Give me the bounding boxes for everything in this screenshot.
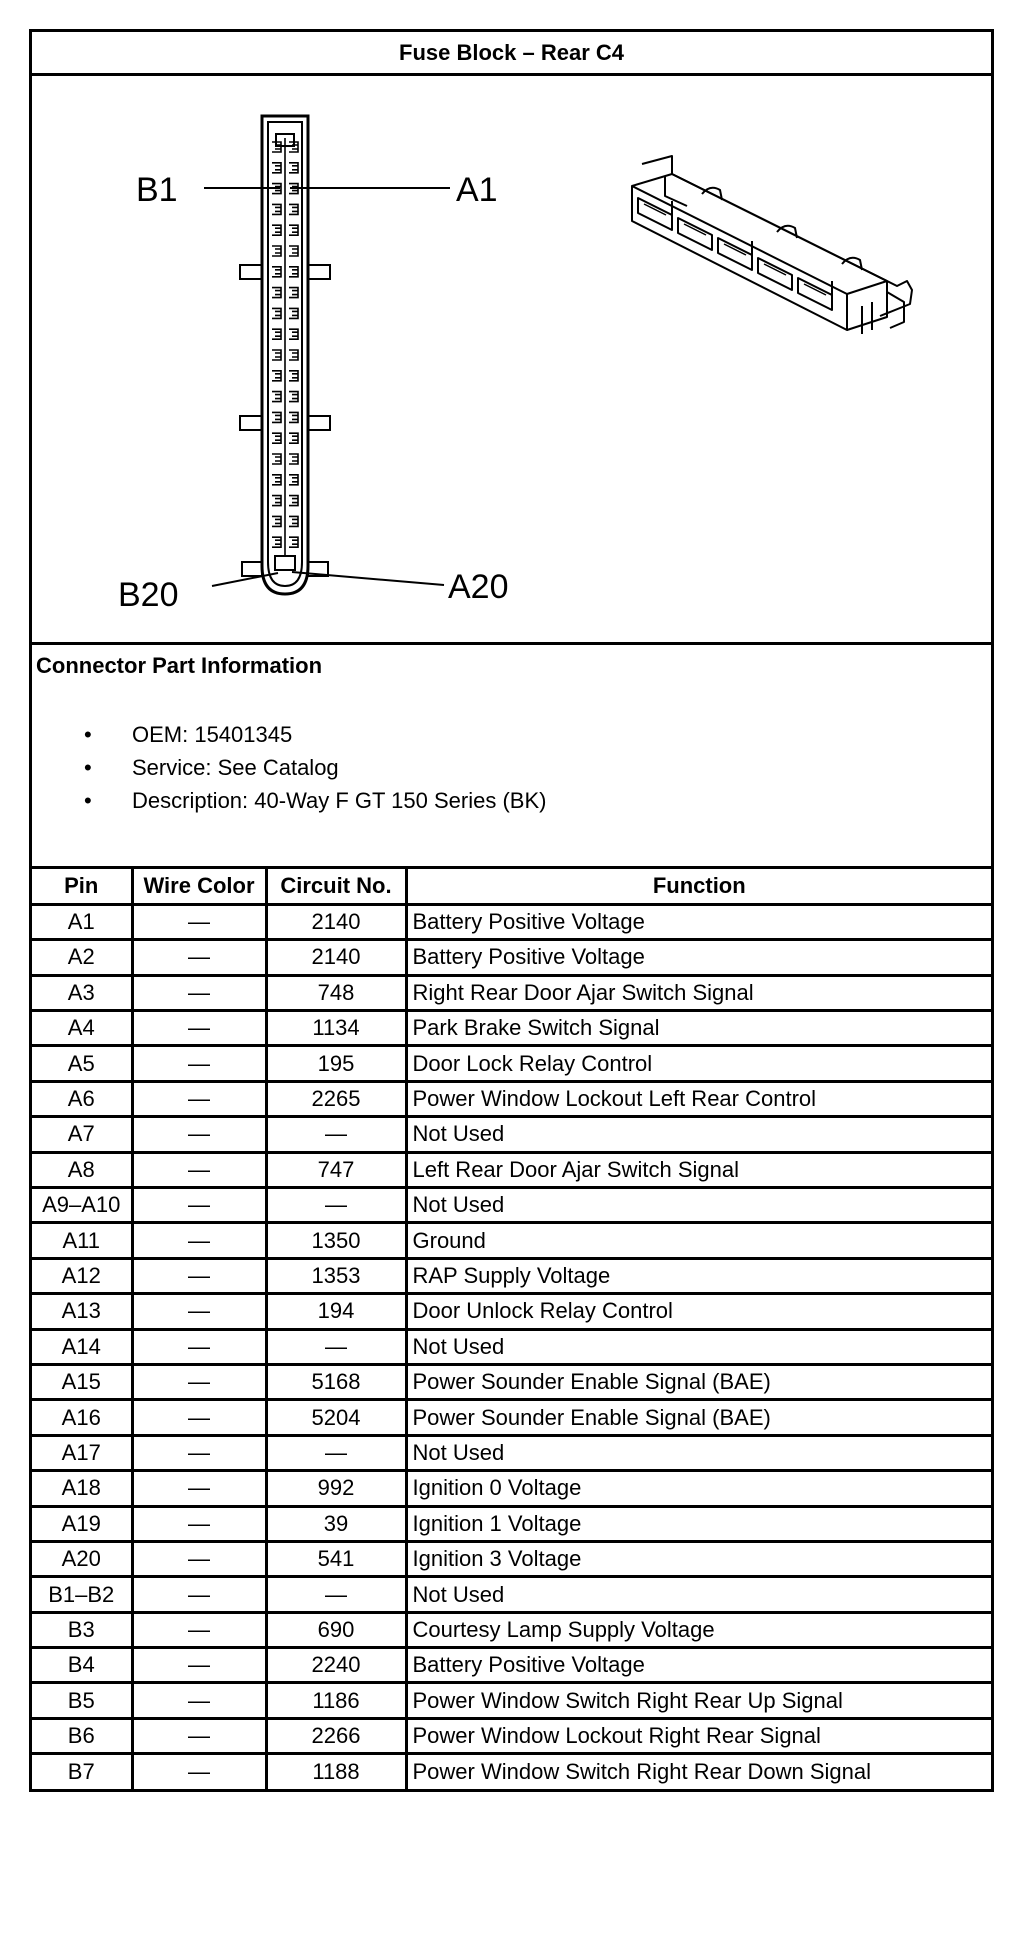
header-pin: Pin	[32, 869, 132, 904]
table-row	[32, 1011, 991, 1046]
function-cell: Not Used	[406, 1188, 991, 1223]
pin-cell: A14	[32, 1329, 132, 1364]
pin-cell: A9–A10	[32, 1188, 132, 1223]
circuit-cell: 2240	[266, 1648, 406, 1683]
pin-cell: B5	[32, 1683, 132, 1718]
pinout-table	[32, 869, 991, 1789]
header-circuit-no: Circuit No.	[266, 869, 406, 904]
pin-cell: A18	[32, 1471, 132, 1506]
circuit-cell: —	[266, 1577, 406, 1612]
circuit-cell: 1188	[266, 1754, 406, 1789]
wire-color-cell: —	[132, 904, 266, 939]
circuit-cell: —	[266, 1117, 406, 1152]
function-cell: Right Rear Door Ajar Switch Signal	[406, 975, 991, 1010]
wire-color-cell: —	[132, 1754, 266, 1789]
wire-color-cell: —	[132, 1577, 266, 1612]
connector-isometric-view	[632, 156, 912, 334]
circuit-cell: 2266	[266, 1718, 406, 1753]
circuit-cell: 541	[266, 1541, 406, 1576]
leader-a20	[292, 572, 444, 585]
wire-color-cell: —	[132, 1046, 266, 1081]
pin-cell: A12	[32, 1258, 132, 1293]
wire-color-cell: —	[132, 1294, 266, 1329]
wire-color-cell: —	[132, 1152, 266, 1187]
header-function: Function	[406, 869, 991, 904]
circuit-cell: 1353	[266, 1258, 406, 1293]
wire-color-cell: —	[132, 975, 266, 1010]
wire-color-cell: —	[132, 1400, 266, 1435]
wire-color-cell: —	[132, 1081, 266, 1116]
table-row	[32, 1294, 991, 1329]
wire-color-cell: —	[132, 1435, 266, 1470]
table-row	[32, 1683, 991, 1718]
label-b1: B1	[136, 171, 178, 209]
pin-cell: A19	[32, 1506, 132, 1541]
connector-sheet	[29, 29, 994, 1792]
connector-drawing	[32, 76, 991, 642]
info-heading: Connector Part Information	[36, 653, 323, 678]
function-cell: Ignition 3 Voltage	[406, 1541, 991, 1576]
pin-cell: A2	[32, 940, 132, 975]
connector-part-information	[32, 645, 991, 869]
circuit-cell: 2265	[266, 1081, 406, 1116]
wire-color-cell: —	[132, 1718, 266, 1753]
function-cell: Courtesy Lamp Supply Voltage	[406, 1612, 991, 1647]
function-cell: Not Used	[406, 1117, 991, 1152]
pin-cell: B7	[32, 1754, 132, 1789]
wire-color-cell: —	[132, 1329, 266, 1364]
table-row	[32, 1081, 991, 1116]
function-cell: Battery Positive Voltage	[406, 1648, 991, 1683]
table-row	[32, 1329, 991, 1364]
label-a1: A1	[456, 171, 498, 209]
wire-color-cell: —	[132, 1471, 266, 1506]
table-row	[32, 1577, 991, 1612]
pin-cell: A16	[32, 1400, 132, 1435]
circuit-cell: 1134	[266, 1011, 406, 1046]
label-a20: A20	[448, 568, 509, 606]
function-cell: Battery Positive Voltage	[406, 904, 991, 939]
wire-color-cell: —	[132, 1011, 266, 1046]
leader-b20	[212, 573, 278, 586]
circuit-cell: 992	[266, 1471, 406, 1506]
pin-cell: B4	[32, 1648, 132, 1683]
wire-color-cell: —	[132, 1506, 266, 1541]
function-cell: Not Used	[406, 1329, 991, 1364]
circuit-cell: —	[266, 1188, 406, 1223]
function-cell: Power Window Switch Right Rear Up Signal	[406, 1683, 991, 1718]
pin-cell: A5	[32, 1046, 132, 1081]
pin-cell: A8	[32, 1152, 132, 1187]
function-cell: Power Window Switch Right Rear Down Signal	[406, 1754, 991, 1789]
table-row	[32, 1046, 991, 1081]
info-description: • Description: 40-Way F GT 150 Series (BK)	[84, 784, 546, 817]
table-row	[32, 1471, 991, 1506]
pin-cell: A11	[32, 1223, 132, 1258]
function-cell: Power Sounder Enable Signal (BAE)	[406, 1400, 991, 1435]
function-cell: Power Sounder Enable Signal (BAE)	[406, 1364, 991, 1399]
table-row	[32, 1506, 991, 1541]
table-row	[32, 940, 991, 975]
function-cell: Battery Positive Voltage	[406, 940, 991, 975]
wire-color-cell: —	[132, 940, 266, 975]
connector-diagram	[32, 76, 991, 645]
circuit-cell: 2140	[266, 904, 406, 939]
pin-cell: A17	[32, 1435, 132, 1470]
table-row	[32, 1117, 991, 1152]
table-row	[32, 1223, 991, 1258]
table-row	[32, 1718, 991, 1753]
function-cell: Not Used	[406, 1577, 991, 1612]
circuit-cell: —	[266, 1435, 406, 1470]
wire-color-cell: —	[132, 1648, 266, 1683]
function-cell: Not Used	[406, 1435, 991, 1470]
circuit-cell: 5168	[266, 1364, 406, 1399]
table-row	[32, 1754, 991, 1789]
circuit-cell: —	[266, 1329, 406, 1364]
circuit-cell: 1350	[266, 1223, 406, 1258]
table-row	[32, 1400, 991, 1435]
table-row	[32, 1435, 991, 1470]
wire-color-cell: —	[132, 1364, 266, 1399]
circuit-cell: 39	[266, 1506, 406, 1541]
pin-cell: A13	[32, 1294, 132, 1329]
table-header-row	[32, 869, 991, 904]
circuit-cell: 195	[266, 1046, 406, 1081]
table-row	[32, 1541, 991, 1576]
wire-color-cell: —	[132, 1258, 266, 1293]
circuit-cell: 2140	[266, 940, 406, 975]
pin-cell: A3	[32, 975, 132, 1010]
pin-cell: A20	[32, 1541, 132, 1576]
table-row	[32, 1648, 991, 1683]
pin-cell: B6	[32, 1718, 132, 1753]
circuit-cell: 194	[266, 1294, 406, 1329]
function-cell: Ground	[406, 1223, 991, 1258]
function-cell: Power Window Lockout Left Rear Control	[406, 1081, 991, 1116]
header-wire-color: Wire Color	[132, 869, 266, 904]
table-row	[32, 1612, 991, 1647]
function-cell: Door Unlock Relay Control	[406, 1294, 991, 1329]
table-row	[32, 975, 991, 1010]
circuit-cell: 747	[266, 1152, 406, 1187]
circuit-cell: 1186	[266, 1683, 406, 1718]
wire-color-cell: —	[132, 1683, 266, 1718]
page-title: Fuse Block – Rear C4	[32, 32, 991, 76]
function-cell: Park Brake Switch Signal	[406, 1011, 991, 1046]
table-row	[32, 1188, 991, 1223]
function-cell: Left Rear Door Ajar Switch Signal	[406, 1152, 991, 1187]
table-row	[32, 904, 991, 939]
info-list	[84, 718, 546, 817]
wire-color-cell: —	[132, 1188, 266, 1223]
function-cell: Door Lock Relay Control	[406, 1046, 991, 1081]
circuit-cell: 5204	[266, 1400, 406, 1435]
circuit-cell: 748	[266, 975, 406, 1010]
function-cell: RAP Supply Voltage	[406, 1258, 991, 1293]
wire-color-cell: —	[132, 1223, 266, 1258]
pin-cell: A15	[32, 1364, 132, 1399]
pin-cell: A1	[32, 904, 132, 939]
pin-cell: B3	[32, 1612, 132, 1647]
circuit-cell: 690	[266, 1612, 406, 1647]
wire-color-cell: —	[132, 1117, 266, 1152]
wire-color-cell: —	[132, 1541, 266, 1576]
pin-cell: B1–B2	[32, 1577, 132, 1612]
pin-cell: A6	[32, 1081, 132, 1116]
function-cell: Ignition 0 Voltage	[406, 1471, 991, 1506]
wire-color-cell: —	[132, 1612, 266, 1647]
pin-cell: A7	[32, 1117, 132, 1152]
label-b20: B20	[118, 576, 179, 614]
info-service: • Service: See Catalog	[84, 751, 546, 784]
pin-cell: A4	[32, 1011, 132, 1046]
table-row	[32, 1364, 991, 1399]
function-cell: Power Window Lockout Right Rear Signal	[406, 1718, 991, 1753]
table-row	[32, 1152, 991, 1187]
table-row	[32, 1258, 991, 1293]
info-oem: • OEM: 15401345	[84, 718, 546, 751]
function-cell: Ignition 1 Voltage	[406, 1506, 991, 1541]
